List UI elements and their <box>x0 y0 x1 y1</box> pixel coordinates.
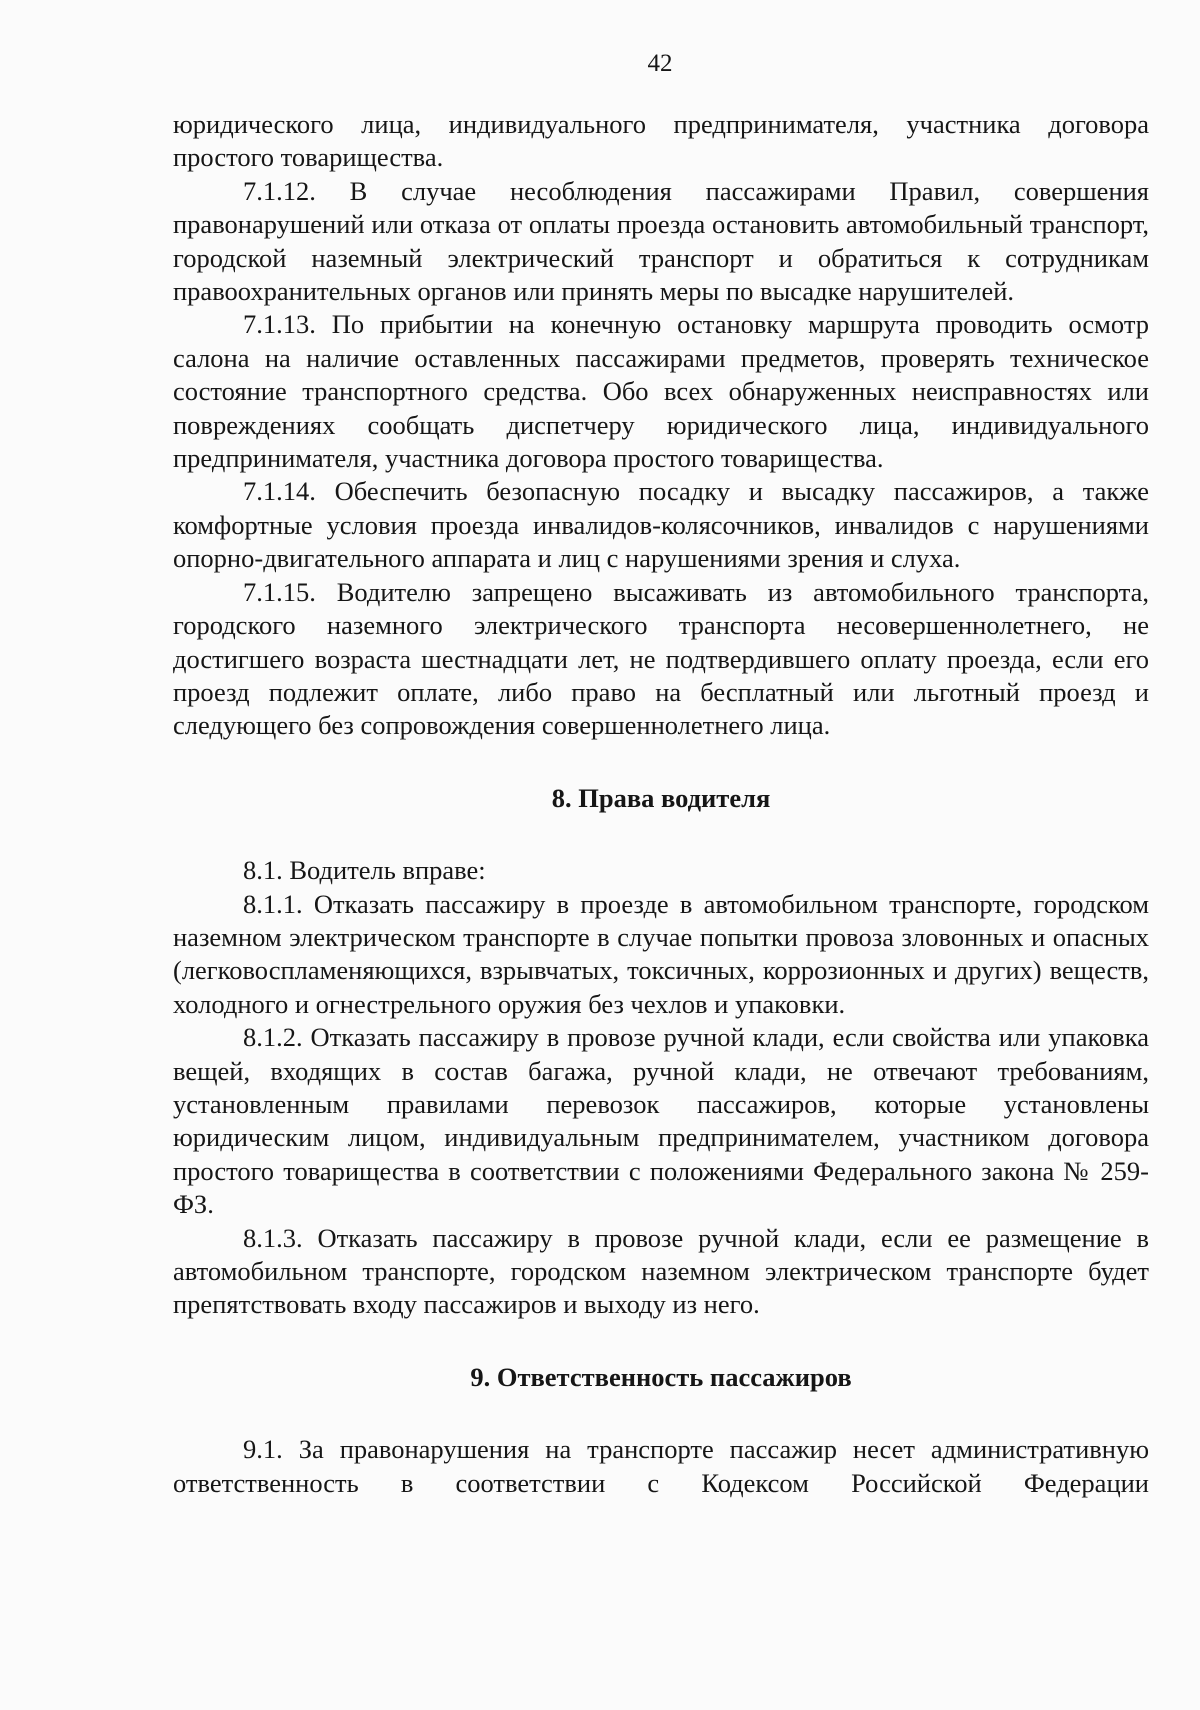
section-heading-8: 8. Права водителя <box>551 782 771 813</box>
section-gap <box>173 1322 1149 1361</box>
paragraph-8-1-3: 8.1.3. Отказать пассажиру в провозе ручной клади, если ее размещение в автомобильном транспорте, городском наземном электрическом транспорте будет препятствовать входу пассажиров и выходу из него. <box>173 1222 1149 1320</box>
paragraph-continuation: юридического лица, индивидуального предпринимателя, участника договора простого товарищества. <box>173 109 1149 173</box>
section-gap <box>173 743 1149 782</box>
paragraph-8-1: 8.1. Водитель вправе: <box>243 855 486 886</box>
section-gap <box>173 815 1149 854</box>
paragraph-8-1-2: 8.1.2. Отказать пассажиру в провозе ручной клади, если свойства или упаковка вещей, входящих в состав багажа, ручной клади, не отвечают требованиям, установленным правилами перевозок пассажиров, которые установлены юридическим лицом, индивидуальным предпринимателем, участником договора простого товарищества в соответствии с положениями Федерального закона № 259-ФЗ. <box>173 1022 1149 1220</box>
document-body <box>173 108 1149 1500</box>
paragraph-7-1-13: 7.1.13. По прибытии на конечную остановку маршрута проводить осмотр салона на наличие оставленных пассажирами предметов, проверять техническое состояние транспортного средства. Обо всех обнаруженных неисправностях или повреждениях сообщать диспетчеру юридического лица, индивидуального предпринимателя, участника договора простого товарищества. <box>173 309 1149 474</box>
section-gap <box>173 1394 1149 1433</box>
paragraph-9-1: 9.1. За правонарушения на транспорте пассажир несет административную ответственность в соответствии с Кодексом Российской Федерации <box>173 1434 1149 1498</box>
paragraph-7-1-15: 7.1.15. Водителю запрещено высаживать из автомобильного транспорта, городского наземного электрического транспорта несовершеннолетнего, не достигшего возраста шестнадцати лет, не подтвердившего оплату проезда, если его проезд подлежит оплате, либо право на бесплатный или льготный проезд и следующего без сопровождения совершеннолетнего лица. <box>173 576 1149 741</box>
section-heading-9: 9. Ответственность пассажиров <box>470 1361 852 1392</box>
page-number: 42 <box>647 50 673 77</box>
paragraph-8-1-1: 8.1.1. Отказать пассажиру в проезде в автомобильном транспорте, городском наземном электрическом транспорте в случае попытки провоза зловонных и опасных (легковоспламеняющихся, взрывчатых, токсичных, коррозионных и других) веществ, холодного и огнестрельного оружия без чехлов и упаковки. <box>173 888 1149 1019</box>
paragraph-7-1-14: 7.1.14. Обеспечить безопасную посадку и высадку пассажиров, а также комфортные условия проезда инвалидов-колясочников, инвалидов с нарушениями опорно-двигательного аппарата и лиц с нарушениями зрения и слуха. <box>173 476 1149 574</box>
paragraph-7-1-12: 7.1.12. В случае несоблюдения пассажирами Правил, совершения правонарушений или отказа от оплаты проезда остановить автомобильный транспорт, городской наземный электрический транспорт и обратиться к сотрудникам правоохранительных органов или принять меры по высадке нарушителей. <box>173 175 1149 307</box>
